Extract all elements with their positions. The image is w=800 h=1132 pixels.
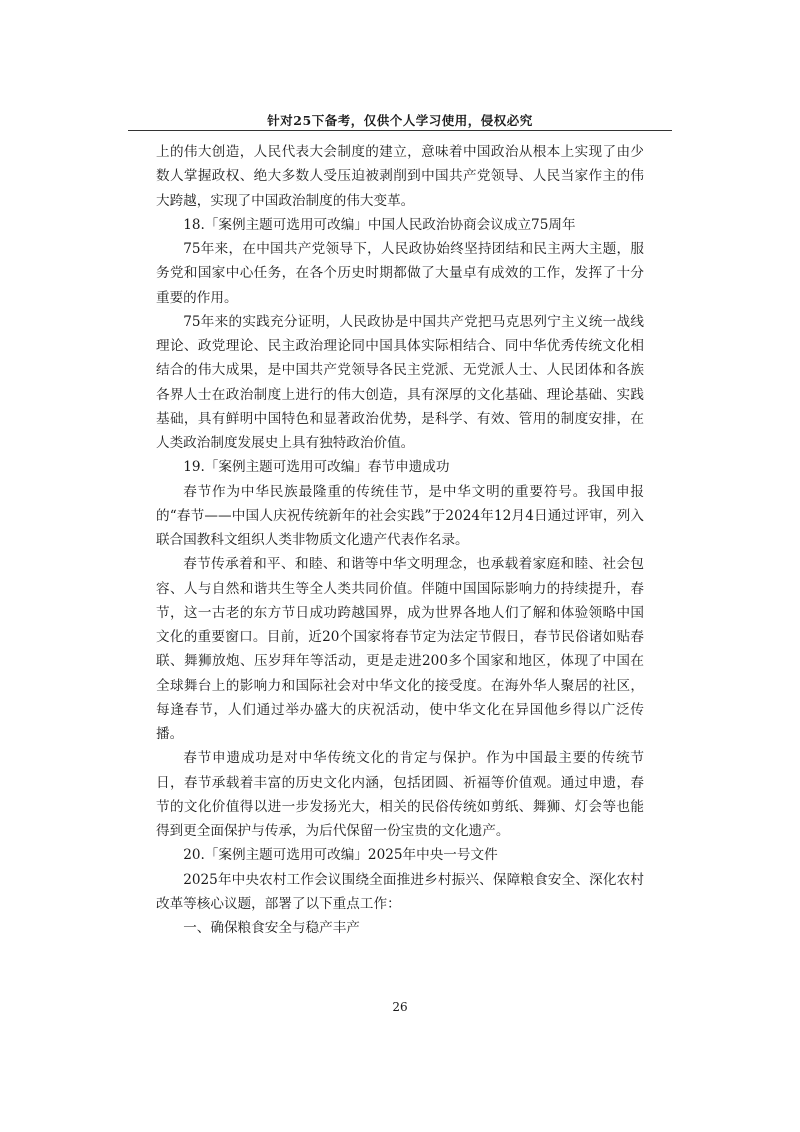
paragraph: 75年来的实践充分证明，人民政协是中国共产党把马克思列宁主义统一战线理论、政党理论、民主政治理论同中国具体实际相结合、同中华优秀传统文化相结合的伟大成果，是中国共产党领导各民主党派、无党派人士、人民团体和各族各界人士在政治制度上进行的伟大创造，具有深厚的文化基础、理论基础、实践基础，具有鲜明中国特色和显著政治优势，是科学、有效、管用的制度安排，在人类政治制度发展史上具有独特政治价值。	[156, 313, 644, 451]
paragraph: 75年来，在中国共产党领导下，人民政协始终坚持团结和民主两大主题，服务党和国家中心任务，在各个历史时期都做了大量卓有成效的工作，发挥了十分重要的作用。	[156, 241, 644, 306]
paragraph: 春节传承着和平、和睦、和谐等中华文明理念，也承载着家庭和睦、社会包容、人与自然和谐共生等全人类共同价值。伴随中国国际影响力的持续提升，春节，这一古老的东方节日成功跨越国界，成为世界各地人们了解和体验领略中国文化的重要窗口。目前，近20个国家将春节定为法定节假日，春节民俗诸如贴春联、舞狮放炮、压岁拜年等活动，更是走进200多个国家和地区，体现了中国在全球舞台上的影响力和国际社会对中华文化的接受度。在海外华人聚居的社区，每逢春节，人们通过举办盛大的庆祝活动，使中华文化在异国他乡得以广泛传播。	[156, 556, 644, 742]
page-number: 26	[392, 1000, 408, 1014]
page-header: 针对25下备考，仅供个人学习使用，侵权必究	[267, 113, 533, 128]
list-item-heading: 一、确保粮食安全与稳产丰产	[183, 920, 360, 936]
paragraph: 2025年中央农村工作会议围绕全面推进乡村振兴、保障粮食安全、深化农村改革等核心议题，部署了以下重点工作：	[156, 871, 644, 912]
paragraph-continuation: 上的伟大创造，人民代表大会制度的建立，意味着中国政治从根本上实现了由少数人掌握政权、绝大多数人受压迫被剥削到中国共产党领导、人民当家作主的伟大跨越，实现了中国政治制度的伟大变革。	[156, 144, 644, 209]
paragraph: 春节申遗成功是对中华传统文化的肯定与保护。作为中国最主要的传统节日，春节承载着丰富的历史文化内涵，包括团圆、祈福等价值观。通过申遗，春节的文化价值得以进一步发扬光大，相关的民俗传统如剪纸、舞狮、灯会等也能得到更全面保护与传承，为后代保留一份宝贵的文化遗产。	[156, 750, 644, 839]
section-heading-19: 19.「案例主题可选用可改编」春节申遗成功	[183, 459, 450, 476]
page-body	[156, 140, 644, 940]
section-heading-18: 18.「案例主题可选用可改编」中国人民政治协商会议成立75周年	[183, 216, 576, 233]
header-rule	[128, 130, 672, 131]
section-heading-20: 20.「案例主题可选用可改编」2025年中央一号文件	[183, 847, 498, 864]
paragraph: 春节作为中华民族最隆重的传统佳节，是中华文明的重要符号。我国申报的“春节——中国人庆祝传统新年的社会实践”于2024年12月4日通过评审，列入联合国教科文组织人类非物质文化遗产代表作名录。	[156, 483, 644, 548]
